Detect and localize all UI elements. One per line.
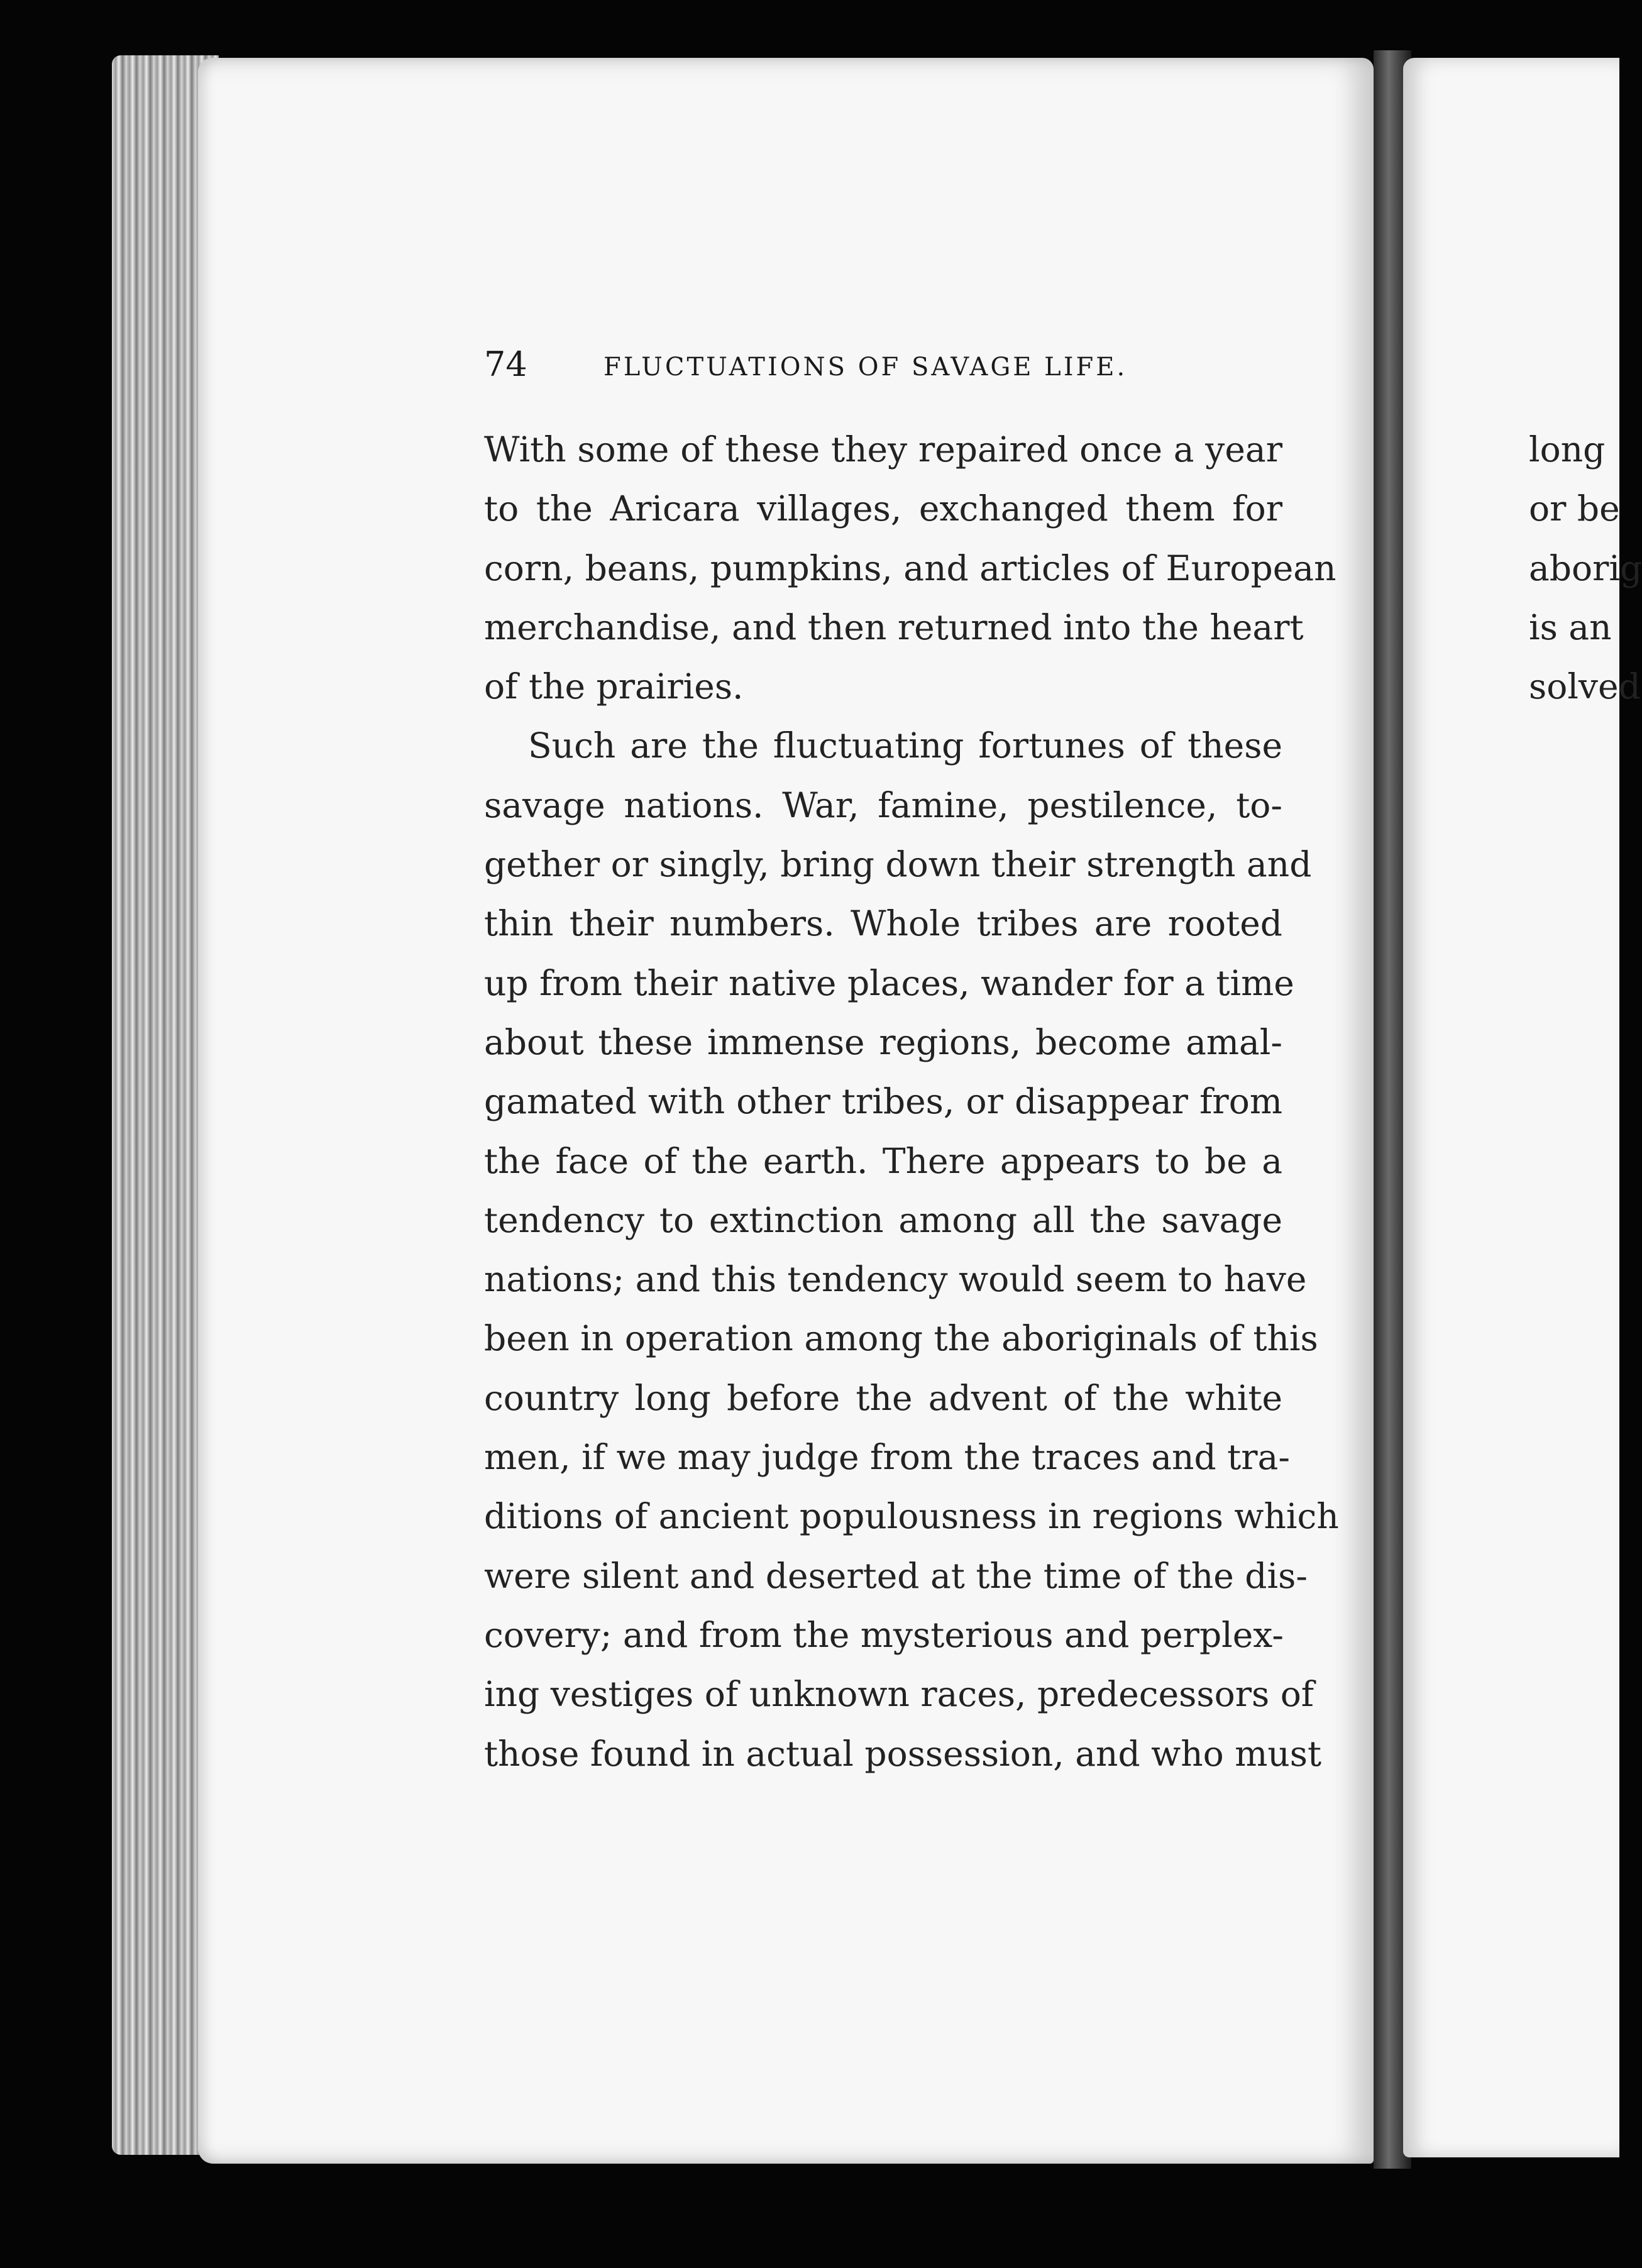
text-line: savage nations. War, famine, pestilence, to- bbox=[484, 784, 1282, 825]
text-line: corn, beans, pumpkins, and articles of European bbox=[484, 548, 1336, 588]
text-line: ditions of ancient populousness in regions which bbox=[484, 1496, 1339, 1537]
text-line: country long before the advent of the white bbox=[484, 1377, 1282, 1418]
text-line: merchandise, and then returned into the heart bbox=[484, 607, 1304, 647]
text-line: gether or singly, bring down their strength and bbox=[484, 844, 1312, 885]
text-line: covery; and from the mysterious and perplex- bbox=[484, 1614, 1284, 1655]
text-line: ing vestiges of unknown races, predecessors of bbox=[484, 1674, 1314, 1715]
text-line: those found in actual possession, and who must bbox=[484, 1733, 1322, 1774]
facing-text-line: long bbox=[1529, 429, 1606, 470]
running-title: FLUCTUATIONS OF SAVAGE LIFE. bbox=[603, 353, 1128, 382]
text-line: been in operation among the aboriginals of this bbox=[484, 1318, 1318, 1359]
facing-text-line: solved bbox=[1529, 666, 1641, 707]
page-header bbox=[484, 339, 1276, 390]
text-line: were silent and deserted at the time of the dis- bbox=[484, 1555, 1308, 1596]
text-line: of the prairies. bbox=[484, 666, 744, 707]
text-line: Such are the fluctuating fortunes of these bbox=[528, 725, 1282, 766]
body-text bbox=[484, 420, 1339, 1783]
page-number: 74 bbox=[484, 344, 527, 384]
facing-text-line: or be bbox=[1529, 488, 1620, 529]
text-line: nations; and this tendency would seem to have bbox=[484, 1259, 1307, 1300]
text-line: gamated with other tribes, or disappear from bbox=[484, 1081, 1282, 1122]
text-line: about these immense regions, become amal- bbox=[484, 1021, 1282, 1062]
text-line: the face of the earth. There appears to be a bbox=[484, 1140, 1282, 1181]
text-line: tendency to extinction among all the savage bbox=[484, 1199, 1282, 1240]
text-line: up from their native places, wander for a time bbox=[484, 962, 1294, 1003]
text-line: to the Aricara villages, exchanged them for bbox=[484, 488, 1282, 529]
right-page bbox=[1403, 58, 1642, 2157]
facing-text-line: aborig bbox=[1529, 548, 1642, 588]
facing-text-line: is an bbox=[1529, 607, 1612, 647]
facing-page-text bbox=[1529, 420, 1642, 716]
text-line: thin their numbers. Whole tribes are rooted bbox=[484, 903, 1282, 944]
text-line: With some of these they repaired once a year bbox=[484, 429, 1282, 470]
text-line: men, if we may judge from the traces and tra- bbox=[484, 1437, 1290, 1478]
